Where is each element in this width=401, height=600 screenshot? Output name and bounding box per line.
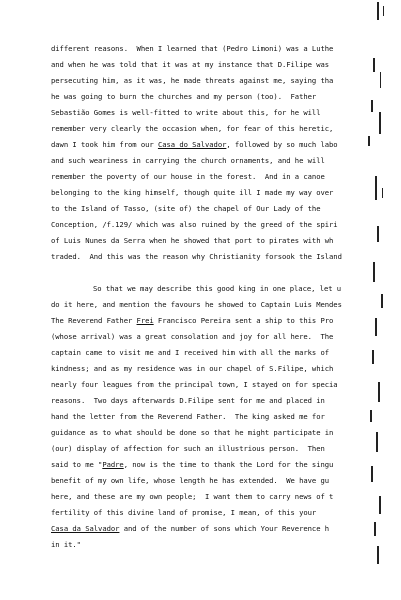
margin-mark [377,226,379,242]
margin-mark [378,382,380,402]
text-segment: fertility of this divine land of promise, I mean, of this your [51,508,317,517]
text-segment: to the Island of Tasso, (site of) the chapel of Our Lady of the [51,204,321,213]
margin-mark [372,350,374,364]
margin-mark [379,112,381,134]
margin-mark [370,410,372,422]
text-segment: said to me " [51,460,103,469]
margin-mark [375,176,377,200]
text-line [51,204,320,213]
text-line [51,236,333,245]
text-segment: here, and these are my own people; I want them to carry news of t [51,492,334,501]
text-segment: and such weariness in carrying the church ornaments, and he will [51,156,325,165]
text-line [51,188,333,197]
text-segment: (our) display of affection for such an illustrious person. Then [51,444,325,453]
margin-mark [368,136,370,146]
scan-margin-marks [365,0,401,600]
text-segment: remember the poverty of our house in the forest. And in a canoe [51,172,325,181]
text-line [51,60,329,69]
text-segment: remember very clearly the occasion when, for fear of this heretic, [51,124,334,133]
text-segment: do it here, and mention the favours he showed to Captain Luis Mendes [51,300,342,309]
text-segment: kindness; and as my residence was in our chapel of S.Filipe, which [51,364,334,373]
text-segment: of Luis Nunes da Serra when he showed that port to pirates with wh [51,236,334,245]
underlined-term: Casa do Salvador [157,140,227,149]
text-line [51,316,333,325]
text-segment: , followed by so much labo [226,140,338,149]
text-line [51,140,338,149]
text-segment: guidance as to what should be done so that he might participate in [51,428,334,437]
text-line [93,284,341,293]
margin-mark [374,522,376,536]
text-line [51,92,316,101]
text-line [51,156,325,165]
text-line [51,172,325,181]
text-line [51,428,333,437]
text-line [51,412,325,421]
text-segment: Sebastião Gomes is well-fitted to write about this, for he will [51,108,321,117]
text-line [51,252,342,261]
text-line [51,508,316,517]
text-line [51,348,329,357]
text-line [51,332,333,341]
text-segment: in it." [51,540,81,549]
margin-mark [381,294,383,308]
text-line [51,524,329,533]
margin-mark [379,496,381,514]
text-line [51,44,333,53]
text-line [51,364,333,373]
text-segment: Francisco Pereira sent a ship to this Pro [153,316,334,325]
text-line [51,220,338,229]
text-line [51,380,338,389]
text-segment: , now is the time to thank the Lord for the singu [123,460,334,469]
margin-mark [383,6,384,16]
margin-mark [377,546,379,564]
margin-mark [373,262,375,282]
text-segment: benefit of my own life, whose length he has extended. We have gu [51,476,330,485]
margin-mark [371,466,373,482]
margin-mark [373,58,375,72]
text-line [51,124,333,133]
underlined-term: Casa da Salvador [51,524,120,533]
text-segment: (whose arrival) was a great consolation and joy for all here. The [51,332,334,341]
underlined-term: Frei [136,316,154,325]
text-segment: captain came to visit me and I received him with all the marks of [51,348,330,357]
text-line [51,108,320,117]
text-segment: nearly four leagues from the principal town, I stayed on for specia [51,380,338,389]
text-segment: belonging to the king himself, though quite ill I made my way over [51,188,334,197]
text-segment: The Reverend Father [51,316,137,325]
text-segment: Conception, /f.129/ which was also ruined by the greed of the spiri [51,220,338,229]
margin-mark [382,188,383,198]
text-segment: and of the number of sons which Your Reverence h [119,524,330,533]
underlined-term: Padre [102,460,124,469]
text-segment: persecuting him, as it was, he made threats against me, saying tha [51,76,334,85]
text-segment: So that we may describe this good king in one place, let u [93,284,342,293]
text-line [51,492,333,501]
margin-mark [375,318,377,336]
text-line [51,76,333,85]
text-segment: traded. And this was the reason why Christianity forsook the Island [51,252,342,261]
text-line [51,476,329,485]
text-line [51,540,81,549]
text-segment: hand the letter from the Reverend Father. The king asked me for [51,412,325,421]
margin-mark [376,432,378,452]
text-line [51,460,333,469]
text-segment: and when he was told that it was at my instance that D.Filipe was [51,60,330,69]
text-segment: dawn I took him from our [51,140,158,149]
text-segment: reasons. Two days afterwards D.Filipe sent for me and placed in [51,396,325,405]
text-line [51,300,342,309]
text-segment: he was going to burn the churches and my person (too). Father [51,92,317,101]
margin-mark [380,72,381,88]
margin-mark [377,2,379,20]
text-line [51,396,325,405]
margin-mark [371,100,373,112]
text-line [51,444,325,453]
text-segment: different reasons. When I learned that (Pedro Limoni) was a Luthe [51,44,334,53]
